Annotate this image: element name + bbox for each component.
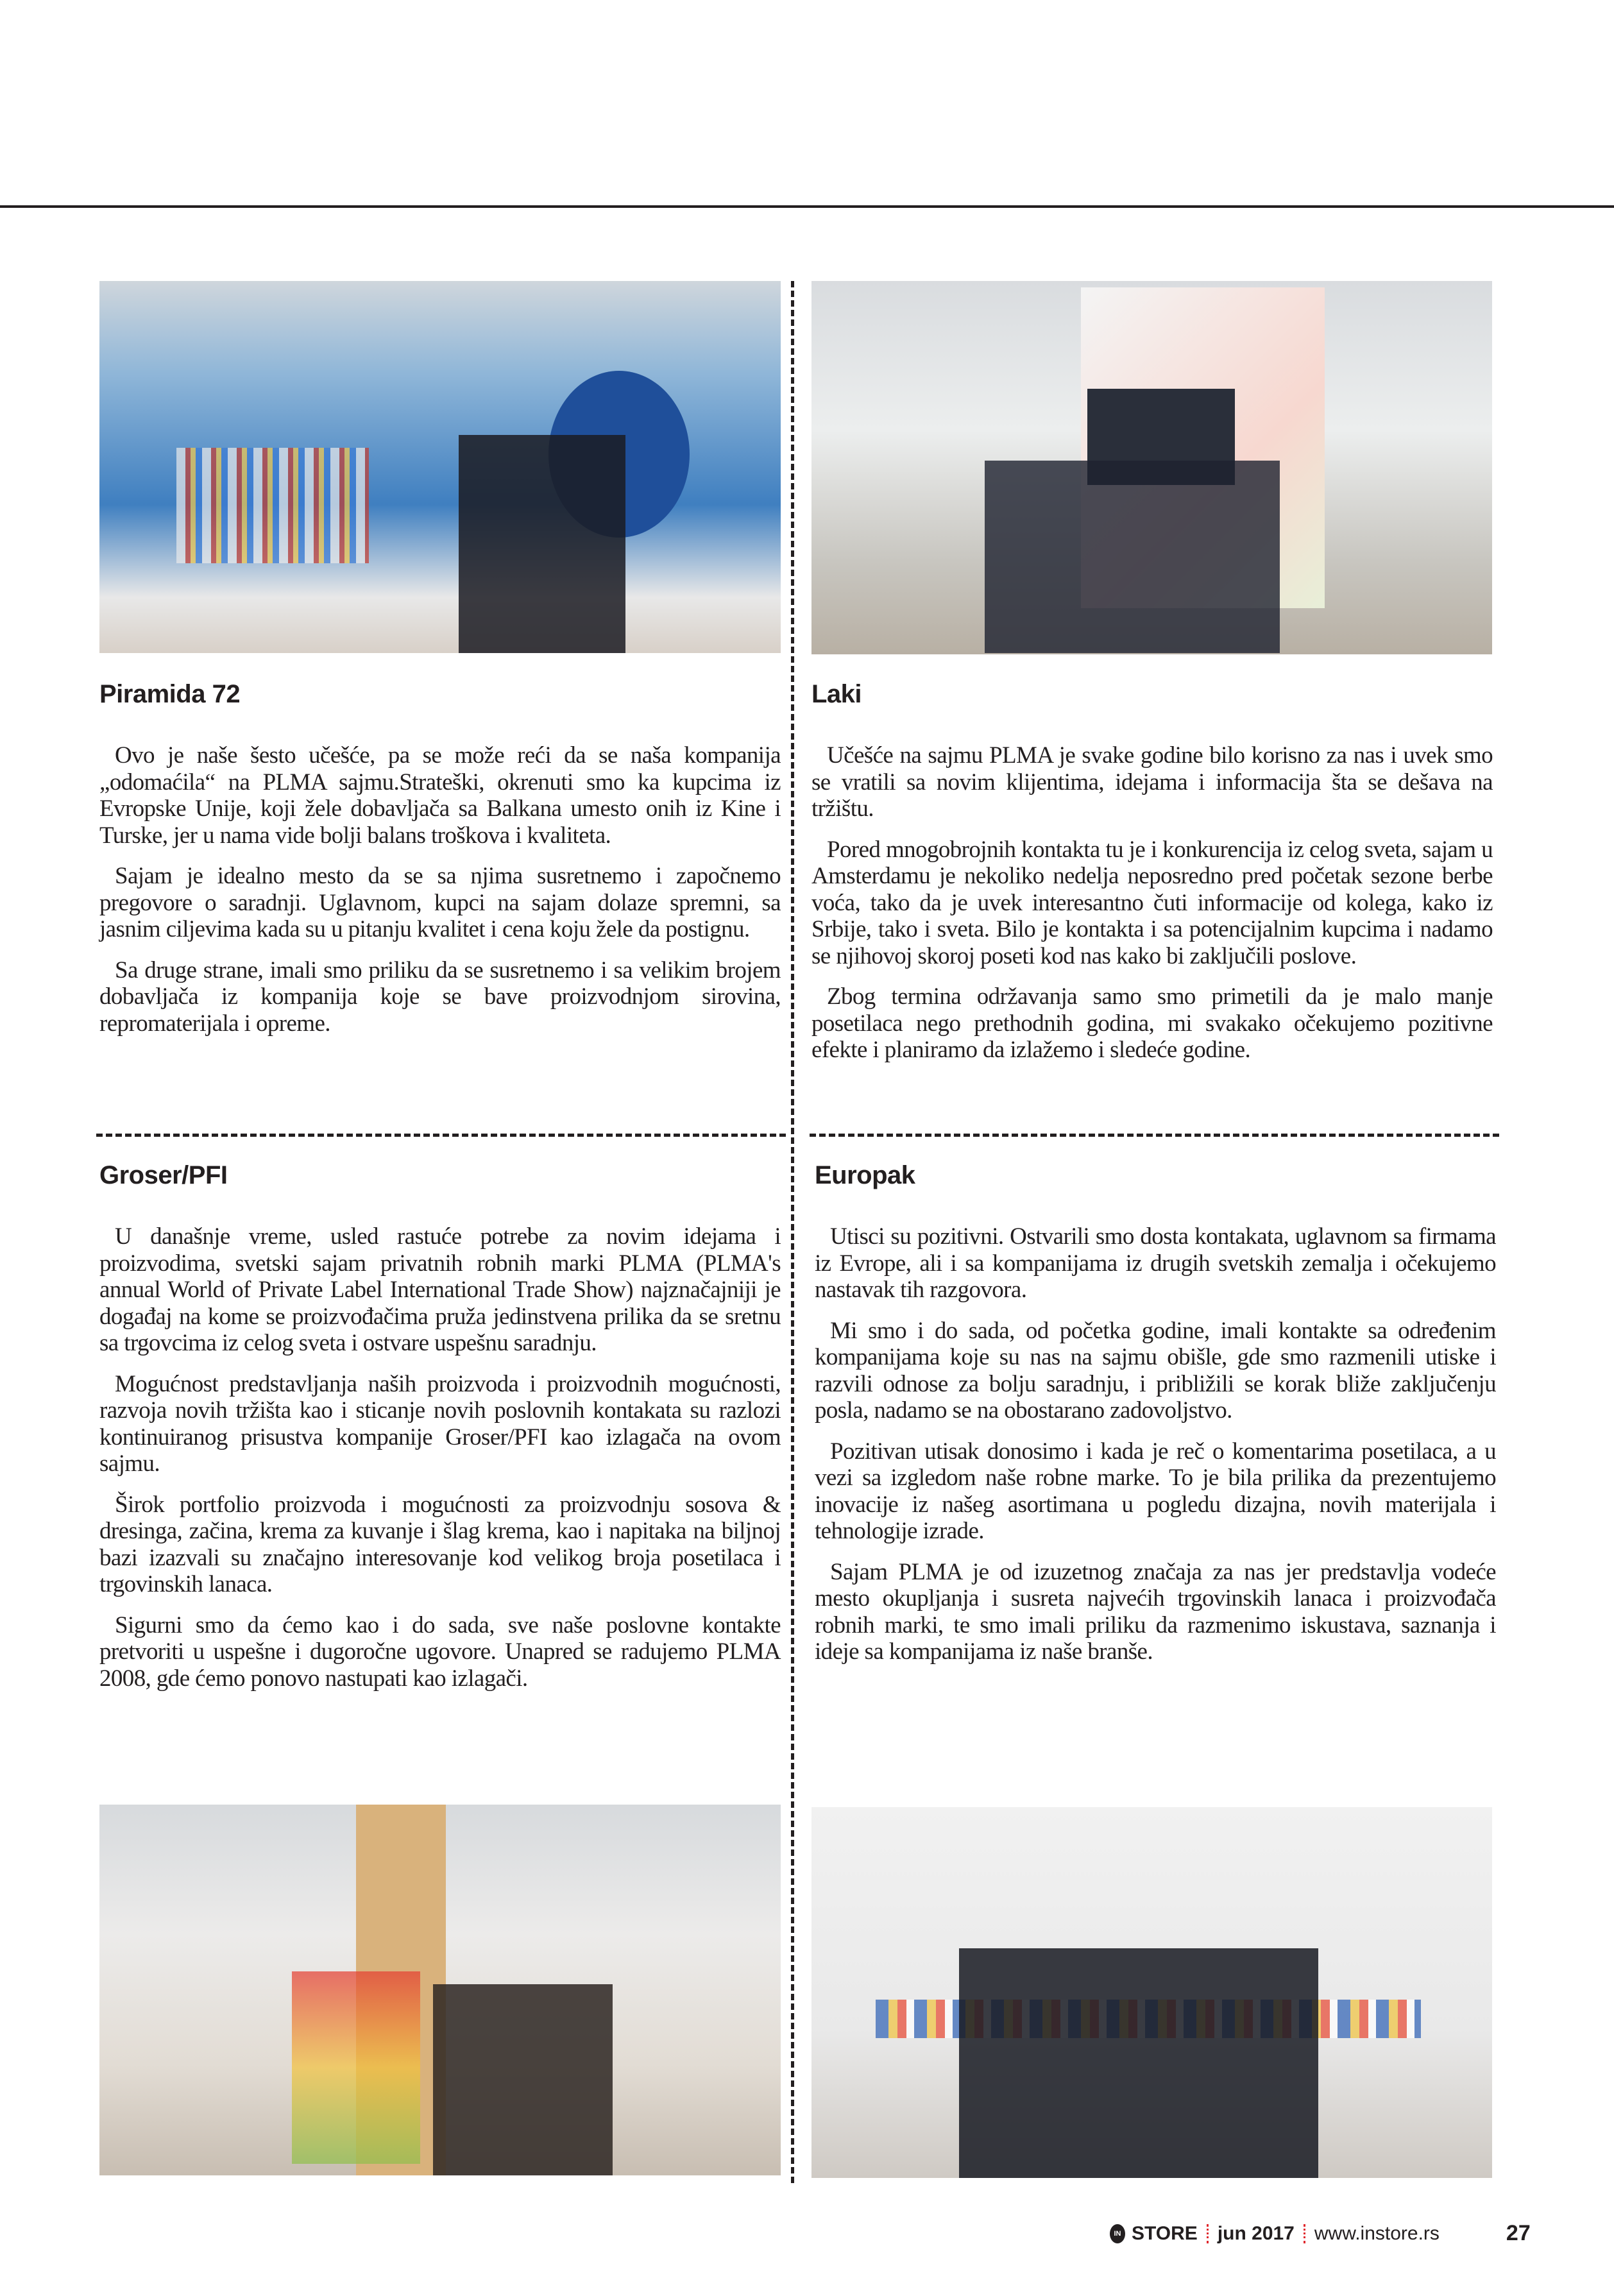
in-logo-icon: IN xyxy=(1110,2224,1125,2243)
separator xyxy=(1207,2224,1209,2243)
section-divider-left xyxy=(96,1134,786,1137)
issue-date: jun 2017 xyxy=(1217,2222,1295,2244)
paragraph: Pozitivan utisak donosimo i kada je reč o komentarima posetilaca, a u vezi sa izgledom naše robne marke. To je bila prilika da prezentujemo inovacije iz našeg asortimana u pogledu dizajna, novih materijala i tehnologije izrade. xyxy=(815,1438,1496,1544)
paragraph: Učešće na sajmu PLMA je svake godine bilo korisno za nas i uvek smo se vratili sa novim klijentima, idejama i informacija šta se dešava na tržištu. xyxy=(811,742,1493,822)
paragraph: Širok portfolio proizvoda i mogućnosti za proizvodnju sosova & dresinga, začina, krema za kuvanje i šlag krema, kao i napitaka na biljnoj bazi izazvali su značajno interesovanje kod velikog broja posetilaca i trgovinskih lanaca. xyxy=(99,1491,781,1597)
section-piramida xyxy=(99,680,781,1051)
photo-groser-booth xyxy=(99,1805,781,2175)
paragraph: U današnje vreme, usled rastuće potrebe za novim idejama i proizvodima, svetski sajam privatnih robnih marki PLMA (PLMA's annual World of Private Label International Trade Show) najznačajniji je događaj na kome se proizvođačima pruža jedinstvena prilika da se sretnu sa trgovcima iz celog sveta i ostvare uspešnu saradnju. xyxy=(99,1223,781,1356)
section-title: Europak xyxy=(815,1161,915,1189)
paragraph: Utisci su pozitivni. Ostvarili smo dosta kontakata, uglavnom sa firmama iz Evrope, ali i sa kompanijama iz drugih svetskih zemalja i očekujemo nastavak tih razgovora. xyxy=(815,1223,1496,1303)
photo-piramida-booth xyxy=(99,281,781,653)
separator xyxy=(1304,2224,1305,2243)
paragraph: Sa druge strane, imali smo priliku da se susretnemo i sa velikim brojem dobavljača iz kompanija koje se bave proizvodnjom sirovina, repromaterijala i opreme. xyxy=(99,957,781,1037)
instore-logo xyxy=(1110,2223,1198,2245)
paragraph: Zbog termina održavanja samo smo primetili da je malo manje posetilaca nego prethodnih godina, mi svakako očekujemo pozitivne efekte i planiramo da izlažemo i sledeće godine. xyxy=(811,983,1493,1063)
section-groser xyxy=(99,1161,781,1706)
section-europak xyxy=(815,1161,1496,1679)
section-laki xyxy=(811,680,1493,1078)
top-rule xyxy=(0,205,1614,208)
section-title: Laki xyxy=(811,680,862,708)
paragraph: Sajam je idealno mesto da se sa njima susretnemo i započnemo pregovore o saradnji. Uglavnom, kupci na sajam dolaze spremni, sa jasnim ciljevima kada su u pitanju kvalitet i cena koju žele da postignu. xyxy=(99,863,781,942)
photo-laki-booth xyxy=(811,281,1492,654)
paragraph: Sajam PLMA je od izuzetnog značaja za nas jer predstavlja vodeće mesto okupljanja i susreta najvećih trgovinskih lanaca i proizvođača robnih marki, te smo imali priliku da razmenimo iskustava, saznanja i ideje sa kompanijama iz naše branše. xyxy=(815,1558,1496,1665)
photo-europak-booth xyxy=(811,1807,1492,2178)
section-title: Piramida 72 xyxy=(99,680,241,708)
paragraph: Pored mnogobrojnih kontakta tu je i konkurencija iz celog sveta, sajam u Amsterdamu je nekoliko nedelja neposredno pred početak sezone berbe voća, tako da je uvek interesantno čuti informacije od kolega, kako iz Srbije, tako i sveta. Bilo je kontakta i sa potencijalnim kupcima i nadamo se njihovoj skoroj poseti kod nas kako bi zaključili poslove. xyxy=(811,836,1493,969)
website-link[interactable]: www.instore.rs xyxy=(1314,2222,1440,2244)
page-footer xyxy=(1110,2221,1531,2246)
paragraph: Mogućnost predstavljanja naših proizvoda i proizvodnih mogućnosti, razvoja novih tržišta kao i sticanje novih poslovnih kontakata su razlozi kontinuiranog prisustva kompanije Groser/PFI kao izlagača na ovom sajmu. xyxy=(99,1370,781,1477)
paragraph: Sigurni smo da ćemo kao i do sada, sve naše poslovne kontakte pretvoriti u uspešne i dugoročne ugovore. Unapred se radujemo PLMA 2008, gde ćemo ponovo nastupati kao izlagači. xyxy=(99,1611,781,1692)
section-divider-right xyxy=(810,1134,1499,1137)
page-number: 27 xyxy=(1506,2221,1531,2245)
paragraph: Ovo je naše šesto učešće, pa se može reći da se naša kompanija „odomaćila“ na PLMA sajmu.Strateški, okrenuti smo ka kupcima iz Evropske Unije, koji žele dobavljača sa Balkana umesto onih iz Kine i Turske, jer u nama vide bolji balans troškova i kvaliteta. xyxy=(99,742,781,849)
column-divider xyxy=(791,281,794,2183)
brand-name: STORE xyxy=(1132,2222,1198,2244)
section-title: Groser/PFI xyxy=(99,1161,228,1189)
paragraph: Mi smo i do sada, od početka godine, imali kontakte sa određenim kompanijama koje su nas na sajmu obišle, gde smo razmenili utiske i razvili odnose za bolju saradnju, i približili se korak bliže zaključenju posla, nadamo se na obostarano zadovoljstvo. xyxy=(815,1317,1496,1424)
